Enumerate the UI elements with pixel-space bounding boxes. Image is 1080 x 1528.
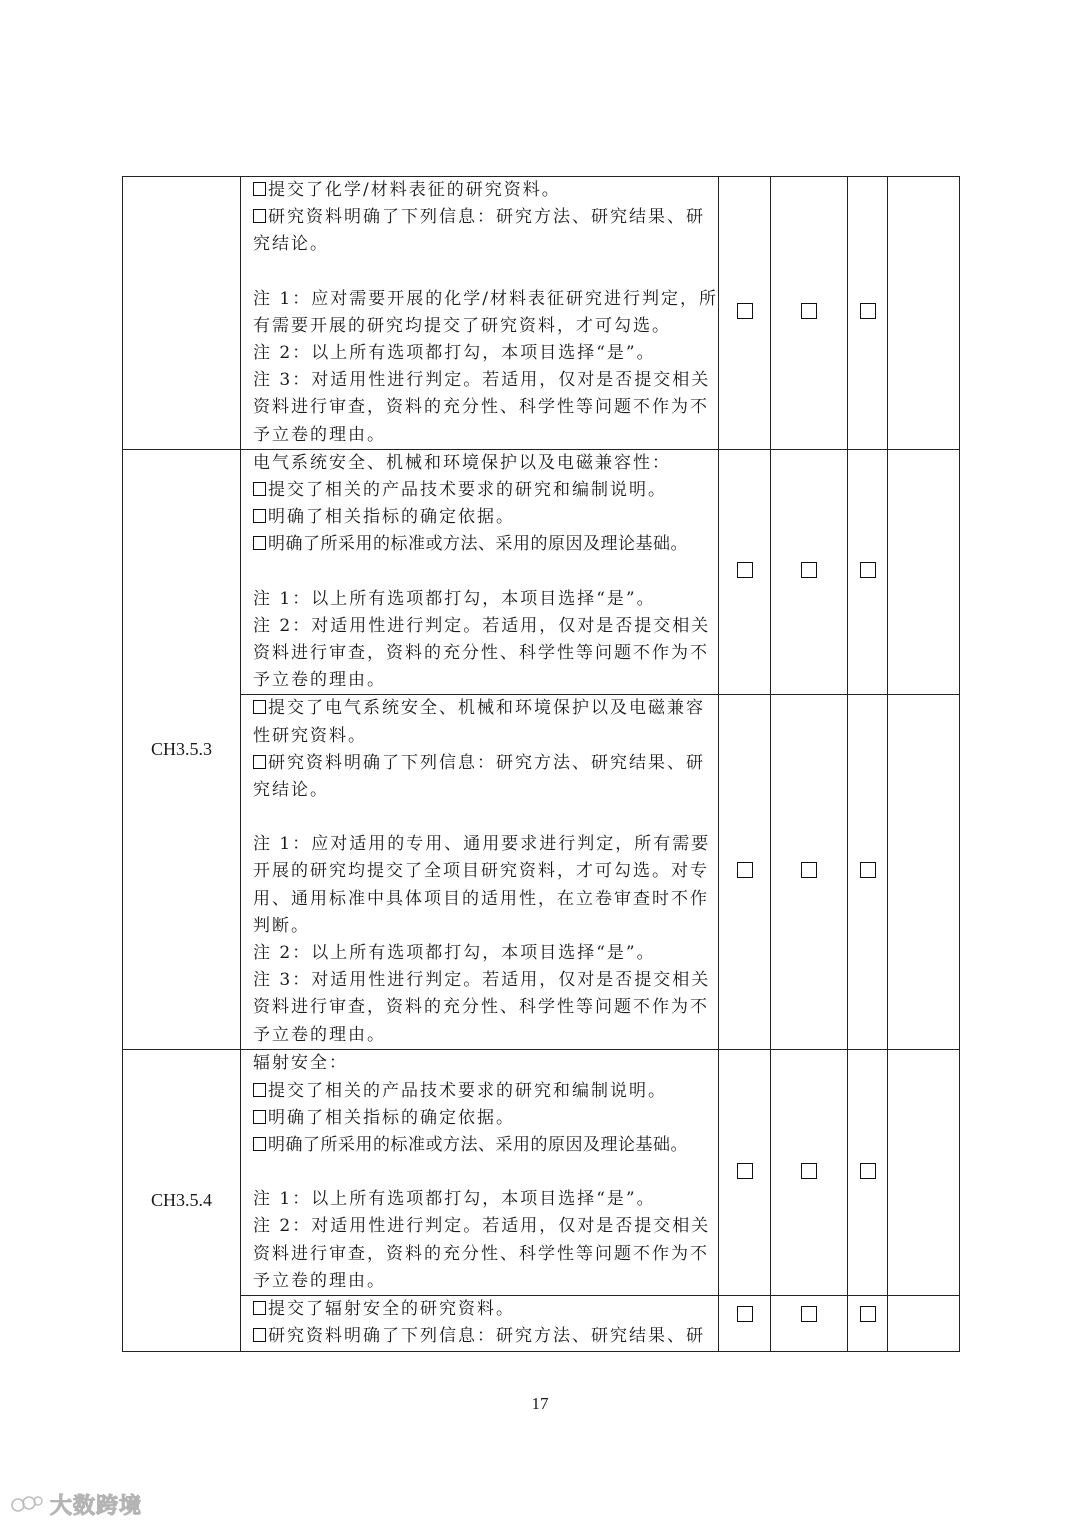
requirement-line: 提交了电气系统安全、机械和环境保护以及电磁兼容 xyxy=(253,695,709,722)
no-cell xyxy=(771,177,848,450)
checkbox[interactable] xyxy=(253,755,266,769)
yes-checkbox[interactable] xyxy=(737,303,753,319)
item-code-cell: CH3.5.4 xyxy=(123,1050,241,1352)
note-line: 注 2：以上所有选项都打勾，本项目选择“是”。 xyxy=(253,943,656,964)
yes-cell xyxy=(719,1296,771,1352)
note-line: 注 2：以上所有选项都打勾，本项目选择“是”。 xyxy=(253,343,656,364)
table-row xyxy=(123,177,960,450)
no-checkbox[interactable] xyxy=(801,303,817,319)
requirement-line: 提交了相关的产品技术要求的研究和编制说明。 xyxy=(253,1078,709,1105)
note-line: 判断。 xyxy=(253,915,310,936)
note-line: 注 1：以上所有选项都打勾，本项目选择“是”。 xyxy=(253,588,656,609)
note-line: 注 1：应对适用的专用、通用要求进行判定，所有需要 xyxy=(253,834,711,855)
no-cell xyxy=(771,1296,848,1352)
remarks-cell xyxy=(888,695,960,1050)
watermark xyxy=(10,1489,142,1519)
watermark-logo-icon xyxy=(10,1493,44,1515)
requirement-line: 提交了化学/材料表征的研究资料。 xyxy=(253,177,709,204)
no-cell xyxy=(771,695,848,1050)
requirement-line: 明确了相关指标的确定依据。 xyxy=(253,1105,709,1132)
requirement-line: 明确了所采用的标准或方法、采用的原因及理论基础。 xyxy=(253,531,709,558)
review-checklist-table xyxy=(122,176,960,1352)
na-cell xyxy=(848,1050,888,1296)
requirement-cell xyxy=(241,695,719,1050)
table-row xyxy=(123,449,960,695)
na-cell xyxy=(848,1296,888,1352)
note-line: 予立卷的理由。 xyxy=(253,1024,386,1045)
note-line: 予立卷的理由。 xyxy=(253,670,386,691)
table-row xyxy=(123,695,960,1050)
note-line: 资料进行审查，资料的充分性、科学性等问题不作为不 xyxy=(253,643,709,664)
requirement-cell xyxy=(241,1050,719,1296)
note-line: 予立卷的理由。 xyxy=(253,424,386,445)
checkbox[interactable] xyxy=(253,209,266,223)
na-cell xyxy=(848,695,888,1050)
no-checkbox[interactable] xyxy=(801,862,817,878)
note-line: 资料进行审查，资料的充分性、科学性等问题不作为不 xyxy=(253,997,709,1018)
requirement-line: 研究资料明确了下列信息：研究方法、研究结果、研 xyxy=(253,750,709,777)
note-line: 开展的研究均提交了全项目研究资料，才可勾选。对专 xyxy=(253,861,709,882)
na-checkbox[interactable] xyxy=(860,303,876,319)
yes-checkbox[interactable] xyxy=(737,862,753,878)
checkbox[interactable] xyxy=(253,1083,266,1097)
yes-cell xyxy=(719,695,771,1050)
no-checkbox[interactable] xyxy=(801,1306,817,1322)
na-checkbox[interactable] xyxy=(860,562,876,578)
item-code-cell xyxy=(123,177,241,450)
note-line: 资料进行审查，资料的充分性、科学性等问题不作为不 xyxy=(253,1243,709,1264)
note-line: 注 1：应对需要开展的化学/材料表征研究进行判定，所 xyxy=(253,288,718,309)
remarks-cell xyxy=(888,1296,960,1352)
no-cell xyxy=(771,1050,848,1296)
yes-cell xyxy=(719,177,771,450)
item-code-cell: CH3.5.3 xyxy=(123,449,241,1050)
requirement-heading: 辐射安全： xyxy=(253,1053,348,1074)
checkbox[interactable] xyxy=(253,182,266,196)
yes-cell xyxy=(719,449,771,695)
checkbox[interactable] xyxy=(253,700,266,714)
no-cell xyxy=(771,449,848,695)
yes-checkbox[interactable] xyxy=(737,562,753,578)
requirement-cell xyxy=(241,177,719,450)
requirement-cell xyxy=(241,449,719,695)
note-line: 注 3：对适用性进行判定。若适用，仅对是否提交相关 xyxy=(253,970,711,991)
note-line: 资料进行审查，资料的充分性、科学性等问题不作为不 xyxy=(253,397,709,418)
table-row xyxy=(123,1050,960,1296)
note-line: 有需要开展的研究均提交了研究资料，才可勾选。 xyxy=(253,315,671,336)
remarks-cell xyxy=(888,1050,960,1296)
na-cell xyxy=(848,449,888,695)
requirement-line: 提交了相关的产品技术要求的研究和编制说明。 xyxy=(253,477,709,504)
page-number: 17 xyxy=(531,1394,549,1413)
na-cell xyxy=(848,177,888,450)
requirement-line: 究结论。 xyxy=(253,234,329,255)
requirement-cell xyxy=(241,1296,719,1352)
note-line: 予立卷的理由。 xyxy=(253,1270,386,1291)
requirement-line: 究结论。 xyxy=(253,780,329,801)
no-checkbox[interactable] xyxy=(801,562,817,578)
no-checkbox[interactable] xyxy=(801,1163,817,1179)
remarks-cell xyxy=(888,449,960,695)
yes-checkbox[interactable] xyxy=(737,1163,753,1179)
requirement-line: 明确了相关指标的确定依据。 xyxy=(253,504,709,531)
requirement-line: 研究资料明确了下列信息：研究方法、研究结果、研 xyxy=(253,204,709,231)
na-checkbox[interactable] xyxy=(860,1306,876,1322)
watermark-text: 大数跨境 xyxy=(50,1493,143,1519)
table-row xyxy=(123,1296,960,1352)
requirement-line: 性研究资料。 xyxy=(253,725,367,746)
yes-checkbox[interactable] xyxy=(737,1306,753,1322)
note-line: 注 3：对适用性进行判定。若适用，仅对是否提交相关 xyxy=(253,370,711,391)
na-checkbox[interactable] xyxy=(860,1163,876,1179)
checkbox[interactable] xyxy=(253,536,266,550)
checkbox[interactable] xyxy=(253,1301,266,1315)
requirement-line: 研究资料明确了下列信息：研究方法、研究结果、研 xyxy=(253,1323,709,1350)
yes-cell xyxy=(719,1050,771,1296)
checkbox[interactable] xyxy=(253,1328,266,1342)
note-line: 注 1：以上所有选项都打勾，本项目选择“是”。 xyxy=(253,1189,656,1210)
note-line: 注 2：对适用性进行判定。若适用，仅对是否提交相关 xyxy=(253,615,711,636)
checkbox[interactable] xyxy=(253,1110,266,1124)
requirement-heading: 电气系统安全、机械和环境保护以及电磁兼容性： xyxy=(253,452,671,473)
na-checkbox[interactable] xyxy=(860,862,876,878)
checkbox[interactable] xyxy=(253,482,266,496)
note-line: 用、通用标准中具体项目的适用性，在立卷审查时不作 xyxy=(253,888,709,909)
note-line: 注 2：对适用性进行判定。若适用，仅对是否提交相关 xyxy=(253,1216,711,1237)
checkbox[interactable] xyxy=(253,509,266,523)
requirement-line: 提交了辐射安全的研究资料。 xyxy=(253,1296,709,1323)
remarks-cell xyxy=(888,177,960,450)
requirement-line: 明确了所采用的标准或方法、采用的原因及理论基础。 xyxy=(253,1132,709,1159)
checkbox[interactable] xyxy=(253,1137,266,1151)
